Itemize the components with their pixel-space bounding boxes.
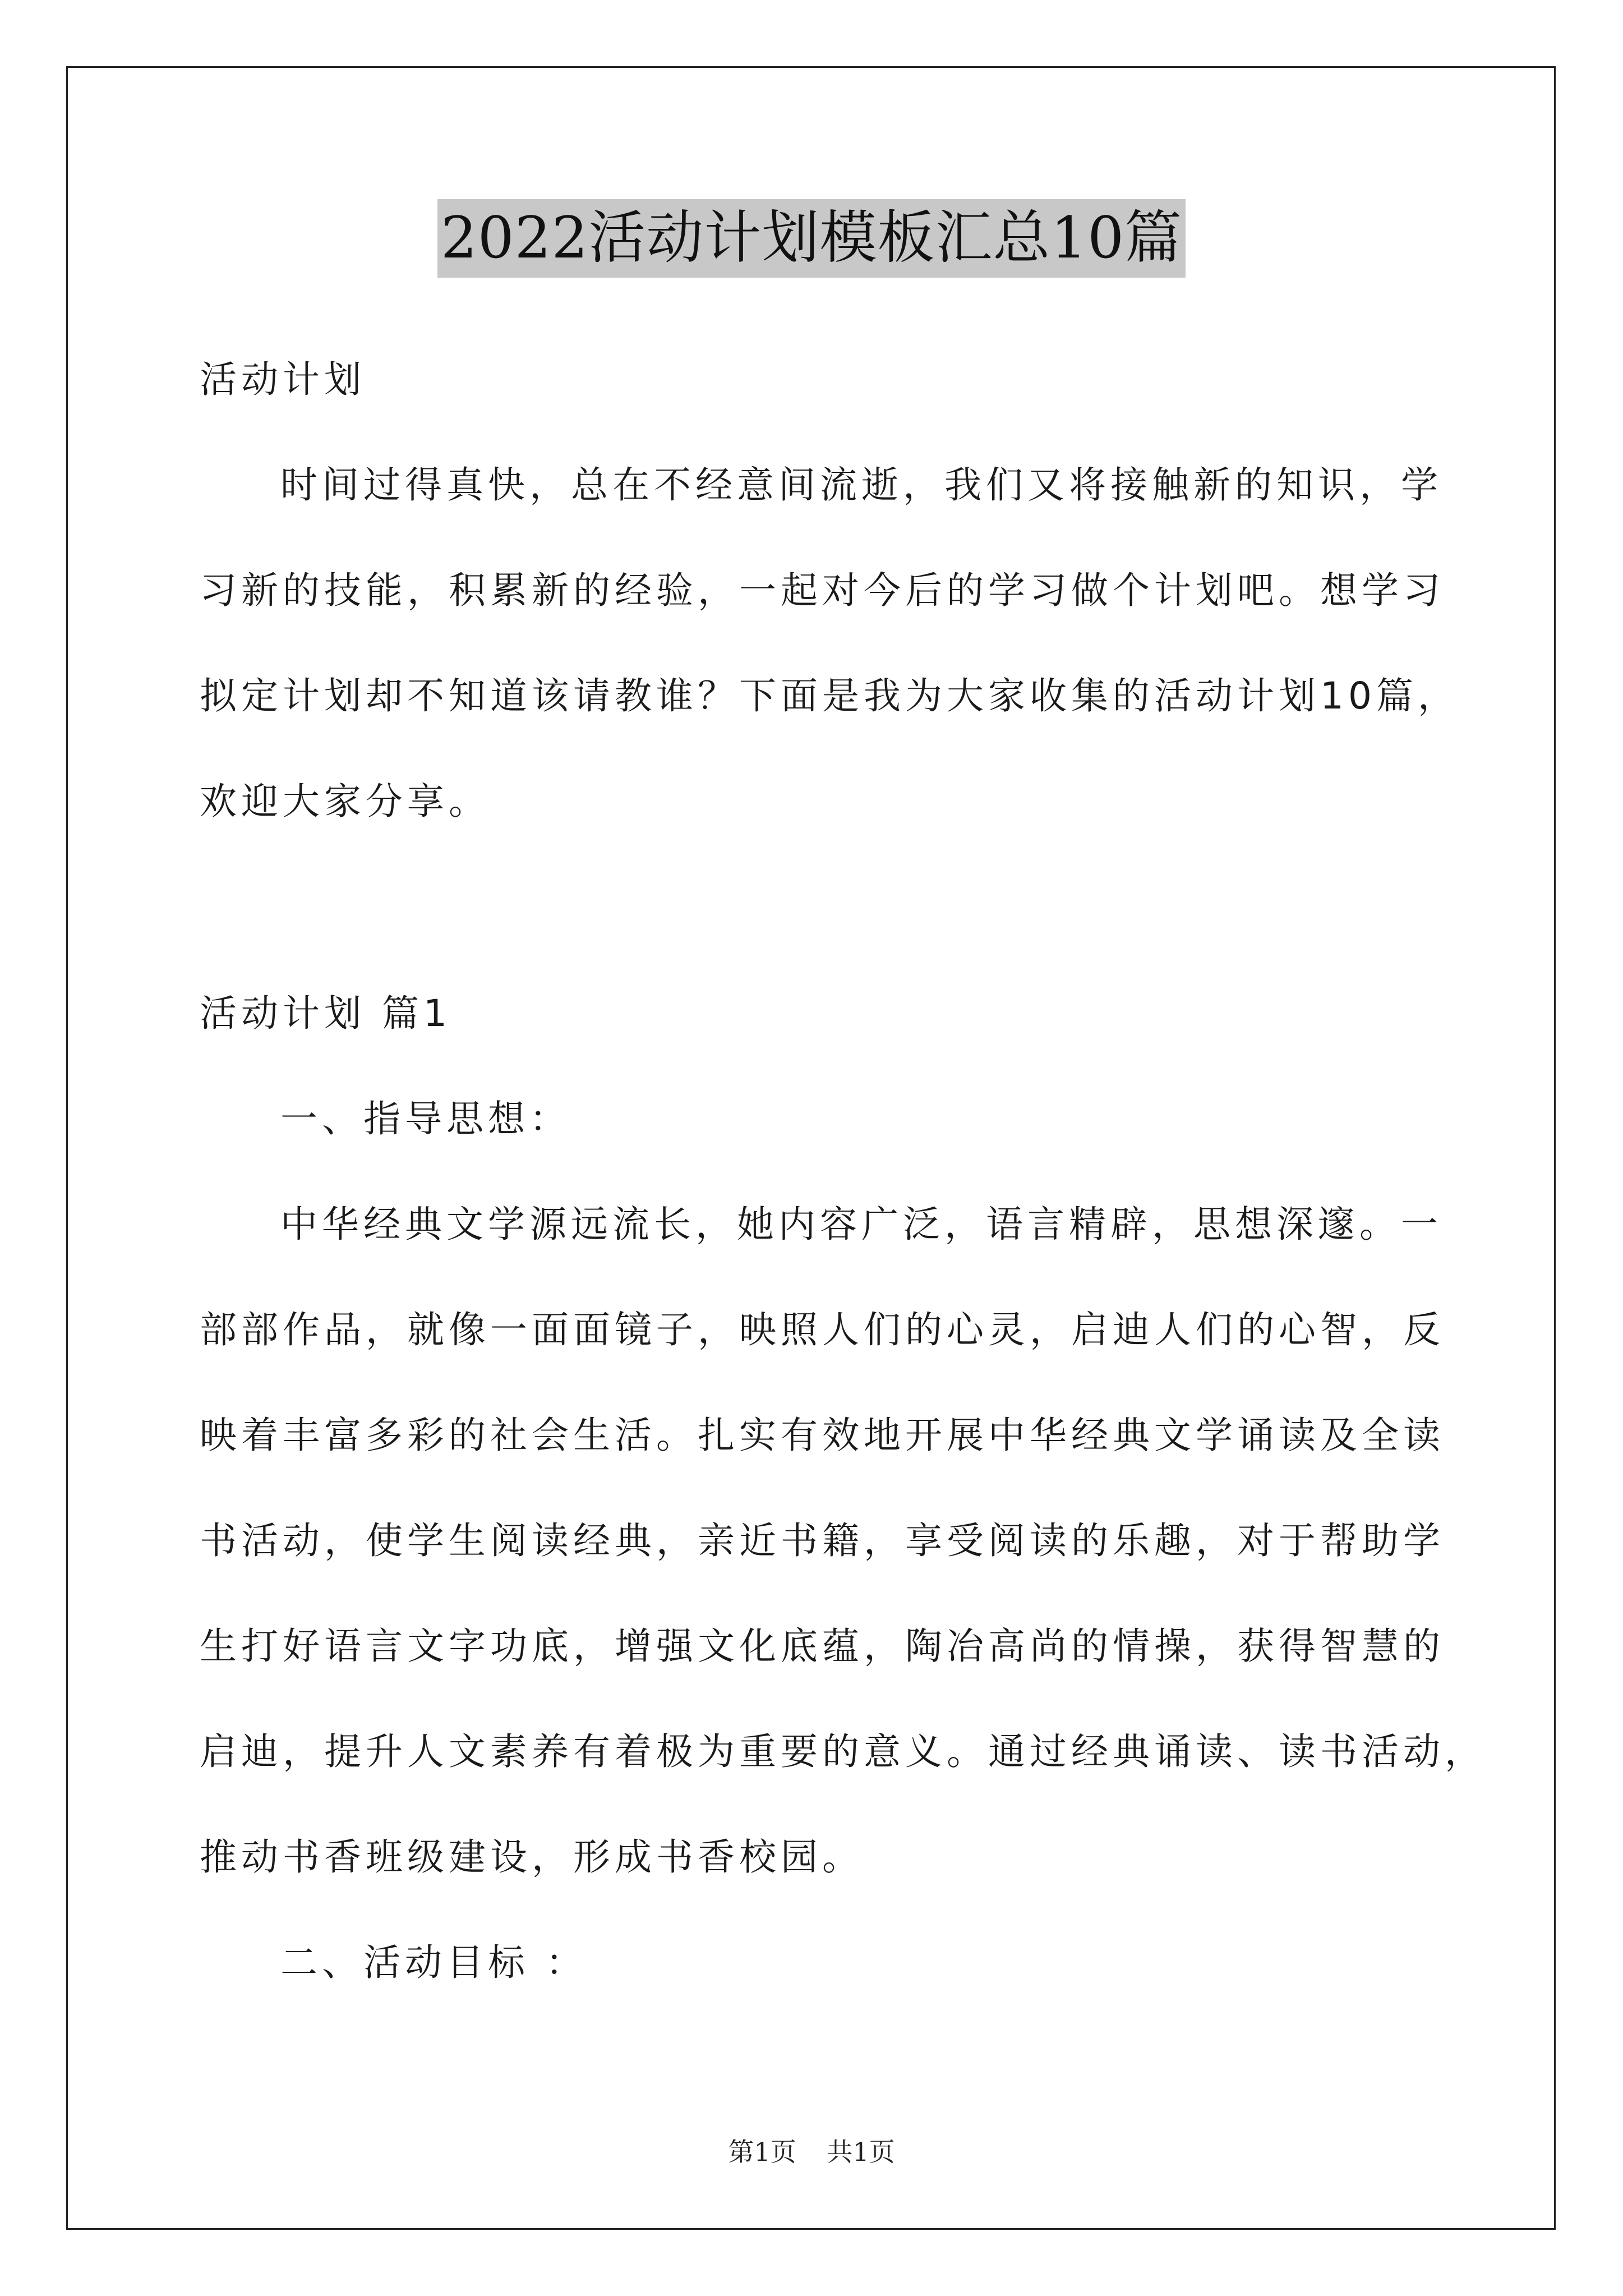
- page-footer: [0, 2132, 1623, 2169]
- paragraph-line: 欢迎大家分享。: [200, 780, 490, 823]
- section-heading: 活动计划 篇1: [200, 992, 451, 1035]
- paragraph-line: 习新的技能，积累新的经验，一起对今后的学习做个计划吧。想学习: [200, 569, 1445, 612]
- page-number: 第1页: [728, 2137, 796, 2167]
- title-container: [0, 199, 1623, 278]
- paragraph-line: 推动书香班级建设，形成书香校园。: [200, 1835, 864, 1879]
- paragraph-line: 映着丰富多彩的社会生活。扎实有效地开展中华经典文学诵读及全读: [200, 1414, 1445, 1457]
- paragraph-line: 时间过得真快，总在不经意间流逝，我们又将接触新的知识，学: [280, 463, 1442, 507]
- paragraph-line: 中华经典文学源远流长，她内容广泛，语言精辟，思想深邃。一: [280, 1203, 1442, 1246]
- paragraph-line: 生打好语言文字功底，增强文化底蕴，陶冶高尚的情操，获得智慧的: [200, 1625, 1445, 1668]
- paragraph-line: 启迪，提升人文素养有着极为重要的意义。通过经典诵读、读书活动，: [200, 1730, 1486, 1773]
- paragraph-line: 拟定计划却不知道该请教谁？下面是我为大家收集的活动计划10篇，: [200, 674, 1459, 717]
- section-heading: 活动计划: [200, 358, 366, 401]
- subsection-heading: 二、活动目标 ：: [280, 1941, 587, 1984]
- subsection-heading: 一、指导思想：: [280, 1097, 571, 1140]
- paragraph-line: 书活动，使学生阅读经典，亲近书籍，享受阅读的乐趣，对于帮助学: [200, 1519, 1445, 1562]
- document-title: 2022活动计划模板汇总10篇: [437, 199, 1186, 278]
- page-total: 共1页: [827, 2137, 895, 2167]
- paragraph-line: 部部作品，就像一面面镜子，映照人们的心灵，启迪人们的心智，反: [200, 1308, 1445, 1351]
